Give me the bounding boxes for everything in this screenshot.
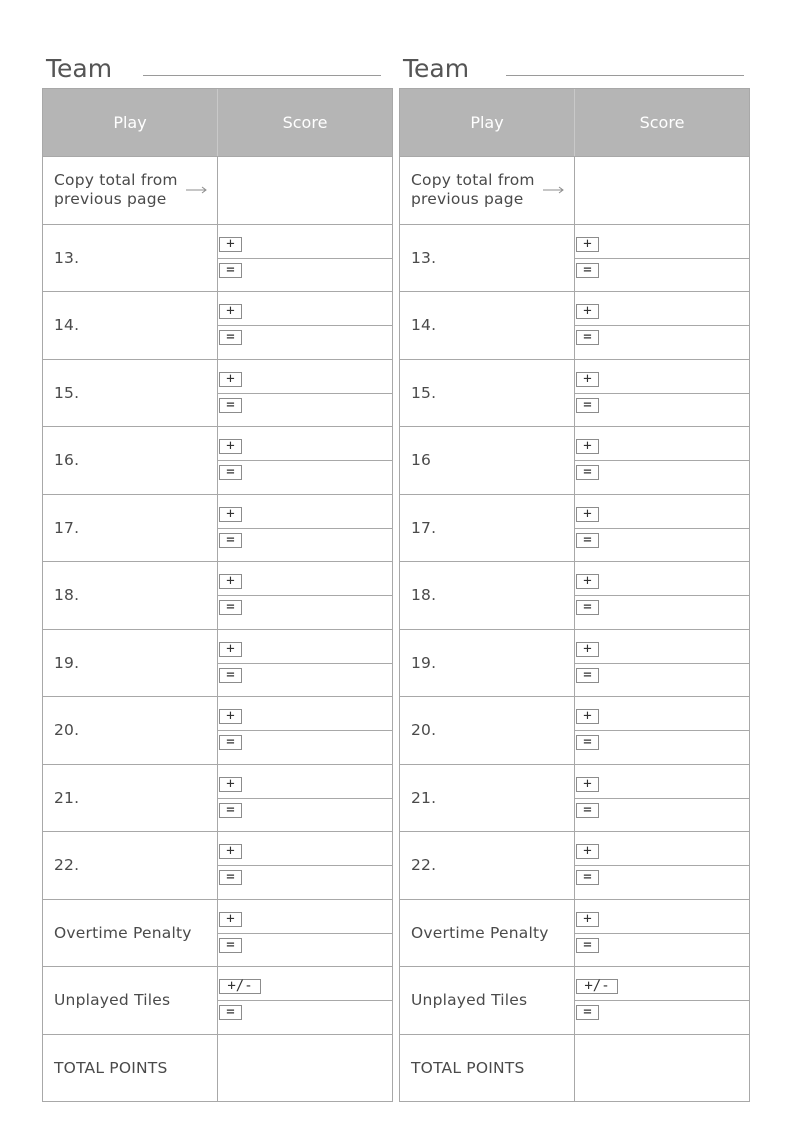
equals-box: = bbox=[576, 938, 599, 953]
play-row bbox=[43, 224, 392, 292]
equals-box: = bbox=[219, 870, 242, 885]
equals-box: = bbox=[576, 465, 599, 480]
play-label: Unplayed Tiles bbox=[400, 967, 575, 1034]
copy-total-cell bbox=[43, 157, 218, 224]
equals-box: = bbox=[576, 1005, 599, 1020]
play-label: 13. bbox=[400, 225, 575, 292]
play-label: 21. bbox=[400, 765, 575, 832]
team-name-field[interactable] bbox=[506, 75, 744, 76]
score-cell[interactable] bbox=[575, 967, 749, 1034]
score-divider bbox=[218, 325, 392, 326]
equals-box: = bbox=[219, 600, 242, 615]
score-divider bbox=[218, 663, 392, 664]
score-divider bbox=[575, 798, 749, 799]
plus-box: + bbox=[576, 507, 599, 522]
score-divider bbox=[575, 393, 749, 394]
play-row bbox=[43, 291, 392, 359]
play-row bbox=[400, 291, 749, 359]
score-divider bbox=[218, 595, 392, 596]
play-label: 19. bbox=[43, 630, 218, 697]
score-cell[interactable] bbox=[218, 832, 392, 899]
play-label: 17. bbox=[400, 495, 575, 562]
plus-box: + bbox=[576, 237, 599, 252]
score-divider bbox=[575, 663, 749, 664]
play-label: 17. bbox=[43, 495, 218, 562]
equals-box: = bbox=[219, 938, 242, 953]
play-label: 15. bbox=[400, 360, 575, 427]
copy-total-row bbox=[400, 156, 749, 224]
equals-box: = bbox=[219, 1005, 242, 1020]
plus-minus-box: +/- bbox=[219, 979, 261, 994]
equals-box: = bbox=[576, 668, 599, 683]
score-divider bbox=[218, 730, 392, 731]
right-arrow-icon bbox=[186, 185, 208, 195]
play-row bbox=[43, 426, 392, 494]
play-label: Overtime Penalty bbox=[400, 900, 575, 967]
total-points-row bbox=[400, 1034, 749, 1102]
play-row bbox=[400, 426, 749, 494]
score-column-header: Score bbox=[639, 113, 685, 132]
play-row bbox=[43, 966, 392, 1034]
total-points-score-cell[interactable] bbox=[218, 1035, 392, 1102]
score-divider bbox=[218, 798, 392, 799]
equals-box: = bbox=[576, 870, 599, 885]
play-row bbox=[400, 831, 749, 899]
score-cell[interactable] bbox=[575, 697, 749, 764]
play-label: 14. bbox=[400, 292, 575, 359]
equals-box: = bbox=[219, 330, 242, 345]
right-arrow-icon bbox=[543, 185, 565, 195]
score-divider bbox=[575, 595, 749, 596]
team-label: Team bbox=[46, 54, 113, 83]
play-row bbox=[400, 359, 749, 427]
play-label: 14. bbox=[43, 292, 218, 359]
play-label: 13. bbox=[43, 225, 218, 292]
play-label: 20. bbox=[400, 697, 575, 764]
play-row bbox=[43, 494, 392, 562]
plus-box: + bbox=[219, 777, 242, 792]
play-row bbox=[400, 966, 749, 1034]
total-points-row bbox=[43, 1034, 392, 1102]
equals-box: = bbox=[576, 330, 599, 345]
score-cell[interactable] bbox=[575, 495, 749, 562]
score-divider bbox=[575, 258, 749, 259]
scoresheet-team-2 bbox=[399, 88, 750, 1102]
copy-total-score-cell[interactable] bbox=[575, 157, 749, 224]
total-points-score-cell[interactable] bbox=[575, 1035, 749, 1102]
plus-minus-box: +/- bbox=[576, 979, 618, 994]
equals-box: = bbox=[576, 263, 599, 278]
play-row bbox=[43, 696, 392, 764]
play-row bbox=[43, 899, 392, 967]
copy-total-score-cell[interactable] bbox=[218, 157, 392, 224]
score-divider bbox=[575, 933, 749, 934]
plus-box: + bbox=[576, 574, 599, 589]
copy-total-cell bbox=[400, 157, 575, 224]
play-row bbox=[43, 831, 392, 899]
plus-box: + bbox=[219, 507, 242, 522]
score-cell[interactable] bbox=[218, 360, 392, 427]
plus-box: + bbox=[219, 709, 242, 724]
play-label: 22. bbox=[400, 832, 575, 899]
play-label: 16 bbox=[400, 427, 575, 494]
play-label: 15. bbox=[43, 360, 218, 427]
score-cell[interactable] bbox=[218, 967, 392, 1034]
play-row bbox=[400, 494, 749, 562]
score-column-header: Score bbox=[282, 113, 328, 132]
table-header bbox=[400, 89, 749, 156]
equals-box: = bbox=[576, 600, 599, 615]
plus-box: + bbox=[219, 237, 242, 252]
equals-box: = bbox=[219, 465, 242, 480]
equals-box: = bbox=[576, 803, 599, 818]
play-row bbox=[400, 224, 749, 292]
score-divider bbox=[218, 258, 392, 259]
play-label: 22. bbox=[43, 832, 218, 899]
equals-box: = bbox=[219, 398, 242, 413]
play-label: Overtime Penalty bbox=[43, 900, 218, 967]
plus-box: + bbox=[576, 844, 599, 859]
score-divider bbox=[575, 528, 749, 529]
equals-box: = bbox=[219, 263, 242, 278]
plus-box: + bbox=[576, 777, 599, 792]
score-divider bbox=[218, 393, 392, 394]
score-divider bbox=[218, 460, 392, 461]
equals-box: = bbox=[576, 533, 599, 548]
score-cell[interactable] bbox=[218, 900, 392, 967]
play-label: 18. bbox=[400, 562, 575, 629]
copy-total-line1: Copy total from bbox=[411, 171, 535, 190]
copy-total-line1: Copy total from bbox=[54, 171, 178, 190]
equals-box: = bbox=[219, 803, 242, 818]
score-divider bbox=[575, 460, 749, 461]
score-divider bbox=[575, 730, 749, 731]
play-row bbox=[43, 561, 392, 629]
score-cell[interactable] bbox=[575, 562, 749, 629]
score-cell[interactable] bbox=[575, 427, 749, 494]
plus-box: + bbox=[219, 844, 242, 859]
total-points-label: TOTAL POINTS bbox=[43, 1035, 218, 1102]
play-row bbox=[43, 764, 392, 832]
score-cell[interactable] bbox=[218, 225, 392, 292]
team-name-field[interactable] bbox=[143, 75, 381, 76]
plus-box: + bbox=[576, 439, 599, 454]
play-label: Unplayed Tiles bbox=[43, 967, 218, 1034]
equals-box: = bbox=[219, 533, 242, 548]
score-divider bbox=[575, 865, 749, 866]
score-cell[interactable] bbox=[575, 900, 749, 967]
score-divider bbox=[218, 865, 392, 866]
play-label: 18. bbox=[43, 562, 218, 629]
score-divider bbox=[575, 325, 749, 326]
plus-box: + bbox=[576, 372, 599, 387]
plus-box: + bbox=[219, 642, 242, 657]
play-label: 21. bbox=[43, 765, 218, 832]
total-points-label: TOTAL POINTS bbox=[400, 1035, 575, 1102]
plus-box: + bbox=[219, 574, 242, 589]
copy-total-line2: previous page bbox=[411, 190, 524, 209]
score-divider bbox=[218, 1000, 392, 1001]
score-cell[interactable] bbox=[575, 765, 749, 832]
play-row bbox=[43, 359, 392, 427]
plus-box: + bbox=[219, 372, 242, 387]
score-cell[interactable] bbox=[218, 495, 392, 562]
play-row bbox=[400, 899, 749, 967]
equals-box: = bbox=[219, 735, 242, 750]
play-column-header: Play bbox=[400, 89, 575, 156]
score-divider bbox=[218, 933, 392, 934]
score-cell[interactable] bbox=[218, 630, 392, 697]
plus-box: + bbox=[576, 912, 599, 927]
play-row bbox=[400, 561, 749, 629]
score-cell[interactable] bbox=[218, 765, 392, 832]
score-cell[interactable] bbox=[575, 832, 749, 899]
play-row bbox=[400, 764, 749, 832]
score-cell[interactable] bbox=[575, 292, 749, 359]
copy-total-row bbox=[43, 156, 392, 224]
play-row bbox=[43, 629, 392, 697]
score-cell[interactable] bbox=[575, 360, 749, 427]
play-label: 19. bbox=[400, 630, 575, 697]
copy-total-line2: previous page bbox=[54, 190, 167, 209]
plus-box: + bbox=[219, 304, 242, 319]
play-label: 16. bbox=[43, 427, 218, 494]
score-divider bbox=[575, 1000, 749, 1001]
equals-box: = bbox=[576, 735, 599, 750]
play-label: 20. bbox=[43, 697, 218, 764]
play-row bbox=[400, 696, 749, 764]
score-cell[interactable] bbox=[218, 697, 392, 764]
score-cell[interactable] bbox=[218, 427, 392, 494]
plus-box: + bbox=[576, 709, 599, 724]
equals-box: = bbox=[219, 668, 242, 683]
score-cell[interactable] bbox=[575, 225, 749, 292]
score-divider bbox=[218, 528, 392, 529]
score-cell[interactable] bbox=[575, 630, 749, 697]
play-column-header: Play bbox=[43, 89, 218, 156]
score-cell[interactable] bbox=[218, 292, 392, 359]
score-cell[interactable] bbox=[218, 562, 392, 629]
plus-box: + bbox=[219, 439, 242, 454]
scoresheet-team-1 bbox=[42, 88, 393, 1102]
play-row bbox=[400, 629, 749, 697]
plus-box: + bbox=[219, 912, 242, 927]
plus-box: + bbox=[576, 304, 599, 319]
team-label: Team bbox=[403, 54, 470, 83]
table-header bbox=[43, 89, 392, 156]
plus-box: + bbox=[576, 642, 599, 657]
equals-box: = bbox=[576, 398, 599, 413]
